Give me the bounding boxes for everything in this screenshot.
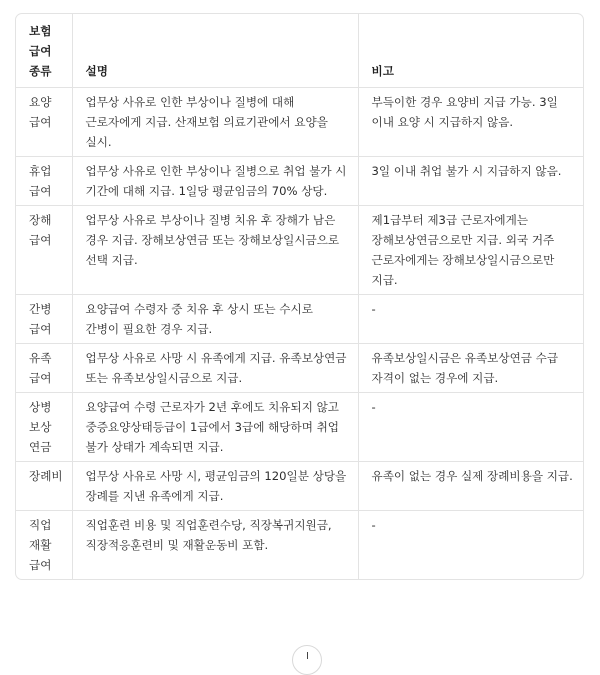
remarks-cell: -	[358, 295, 584, 344]
benefit-type-cell: 직업 재활 급여	[16, 511, 72, 580]
description-cell: 요양급여 수령자 중 치유 후 상시 또는 수시로 간병이 필요한 경우 지급.	[72, 295, 358, 344]
remarks-cell: 유족이 없는 경우 실제 장례비용을 지급.	[358, 462, 584, 511]
table-header-row	[16, 14, 584, 88]
header-remarks: 비고	[358, 14, 584, 88]
table-row	[16, 206, 584, 295]
benefits-table	[16, 14, 584, 579]
description-cell: 업무상 사유로 인한 부상이나 질병으로 취업 불가 시 기간에 대해 지급. 1일당 평균임금의 70% 상당.	[72, 157, 358, 206]
remarks-cell: 유족보상일시금은 유족보상연금 수급 자격이 없는 경우에 지급.	[358, 344, 584, 393]
description-cell: 업무상 사유로 사망 시 유족에게 지급. 유족보상연금 또는 유족보상일시금으로 지급.	[72, 344, 358, 393]
description-cell: 직업훈련 비용 및 직업훈련수당, 직장복귀지원금, 직장적응훈련비 및 재활운동비 포함.	[72, 511, 358, 580]
table-row	[16, 462, 584, 511]
benefit-type-cell: 요양 급여	[16, 88, 72, 157]
remarks-cell: 부득이한 경우 요양비 지급 가능. 3일 이내 요양 시 지급하지 않음.	[358, 88, 584, 157]
remarks-cell: 제1급부터 제3급 근로자에게는 장해보상연금으로만 지급. 외국 거주 근로자에게는 장해보상일시금으로만 지급.	[358, 206, 584, 295]
table-row	[16, 295, 584, 344]
remarks-cell: 3일 이내 취업 불가 시 지급하지 않음.	[358, 157, 584, 206]
description-cell: 요양급여 수령 근로자가 2년 후에도 치유되지 않고 중증요양상태등급이 1급에서 3급에 해당하며 취업 불가 상태가 계속되면 지급.	[72, 393, 358, 462]
table-row	[16, 511, 584, 580]
table-row	[16, 157, 584, 206]
table-row	[16, 344, 584, 393]
benefit-type-cell: 간병 급여	[16, 295, 72, 344]
benefit-type-cell: 휴업 급여	[16, 157, 72, 206]
description-cell: 업무상 사유로 부상이나 질병 치유 후 장해가 남은 경우 지급. 장해보상연금 또는 장해보상일시금으로 선택 지급.	[72, 206, 358, 295]
scroll-down-button[interactable]	[292, 645, 322, 675]
benefit-type-cell: 장해 급여	[16, 206, 72, 295]
remarks-cell: -	[371, 518, 376, 532]
header-description: 설명	[72, 14, 358, 88]
table-row	[16, 88, 584, 157]
benefit-type-cell: 장례비	[16, 462, 72, 511]
benefit-type-cell: 상병 보상 연금	[16, 393, 72, 462]
remarks-cell: -	[358, 393, 584, 462]
description-cell: 업무상 사유로 사망 시, 평균임금의 120일분 상당을 장례를 지낸 유족에게 지급.	[72, 462, 358, 511]
header-benefit-type: 보험 급여 종류	[16, 14, 72, 88]
table-row	[16, 393, 584, 462]
benefits-table-container	[15, 13, 584, 580]
description-cell: 업무상 사유로 인한 부상이나 질병에 대해 근로자에게 지급. 산재보험 의료기관에서 요양을 실시.	[72, 88, 358, 157]
benefit-type-cell: 유족 급여	[16, 344, 72, 393]
